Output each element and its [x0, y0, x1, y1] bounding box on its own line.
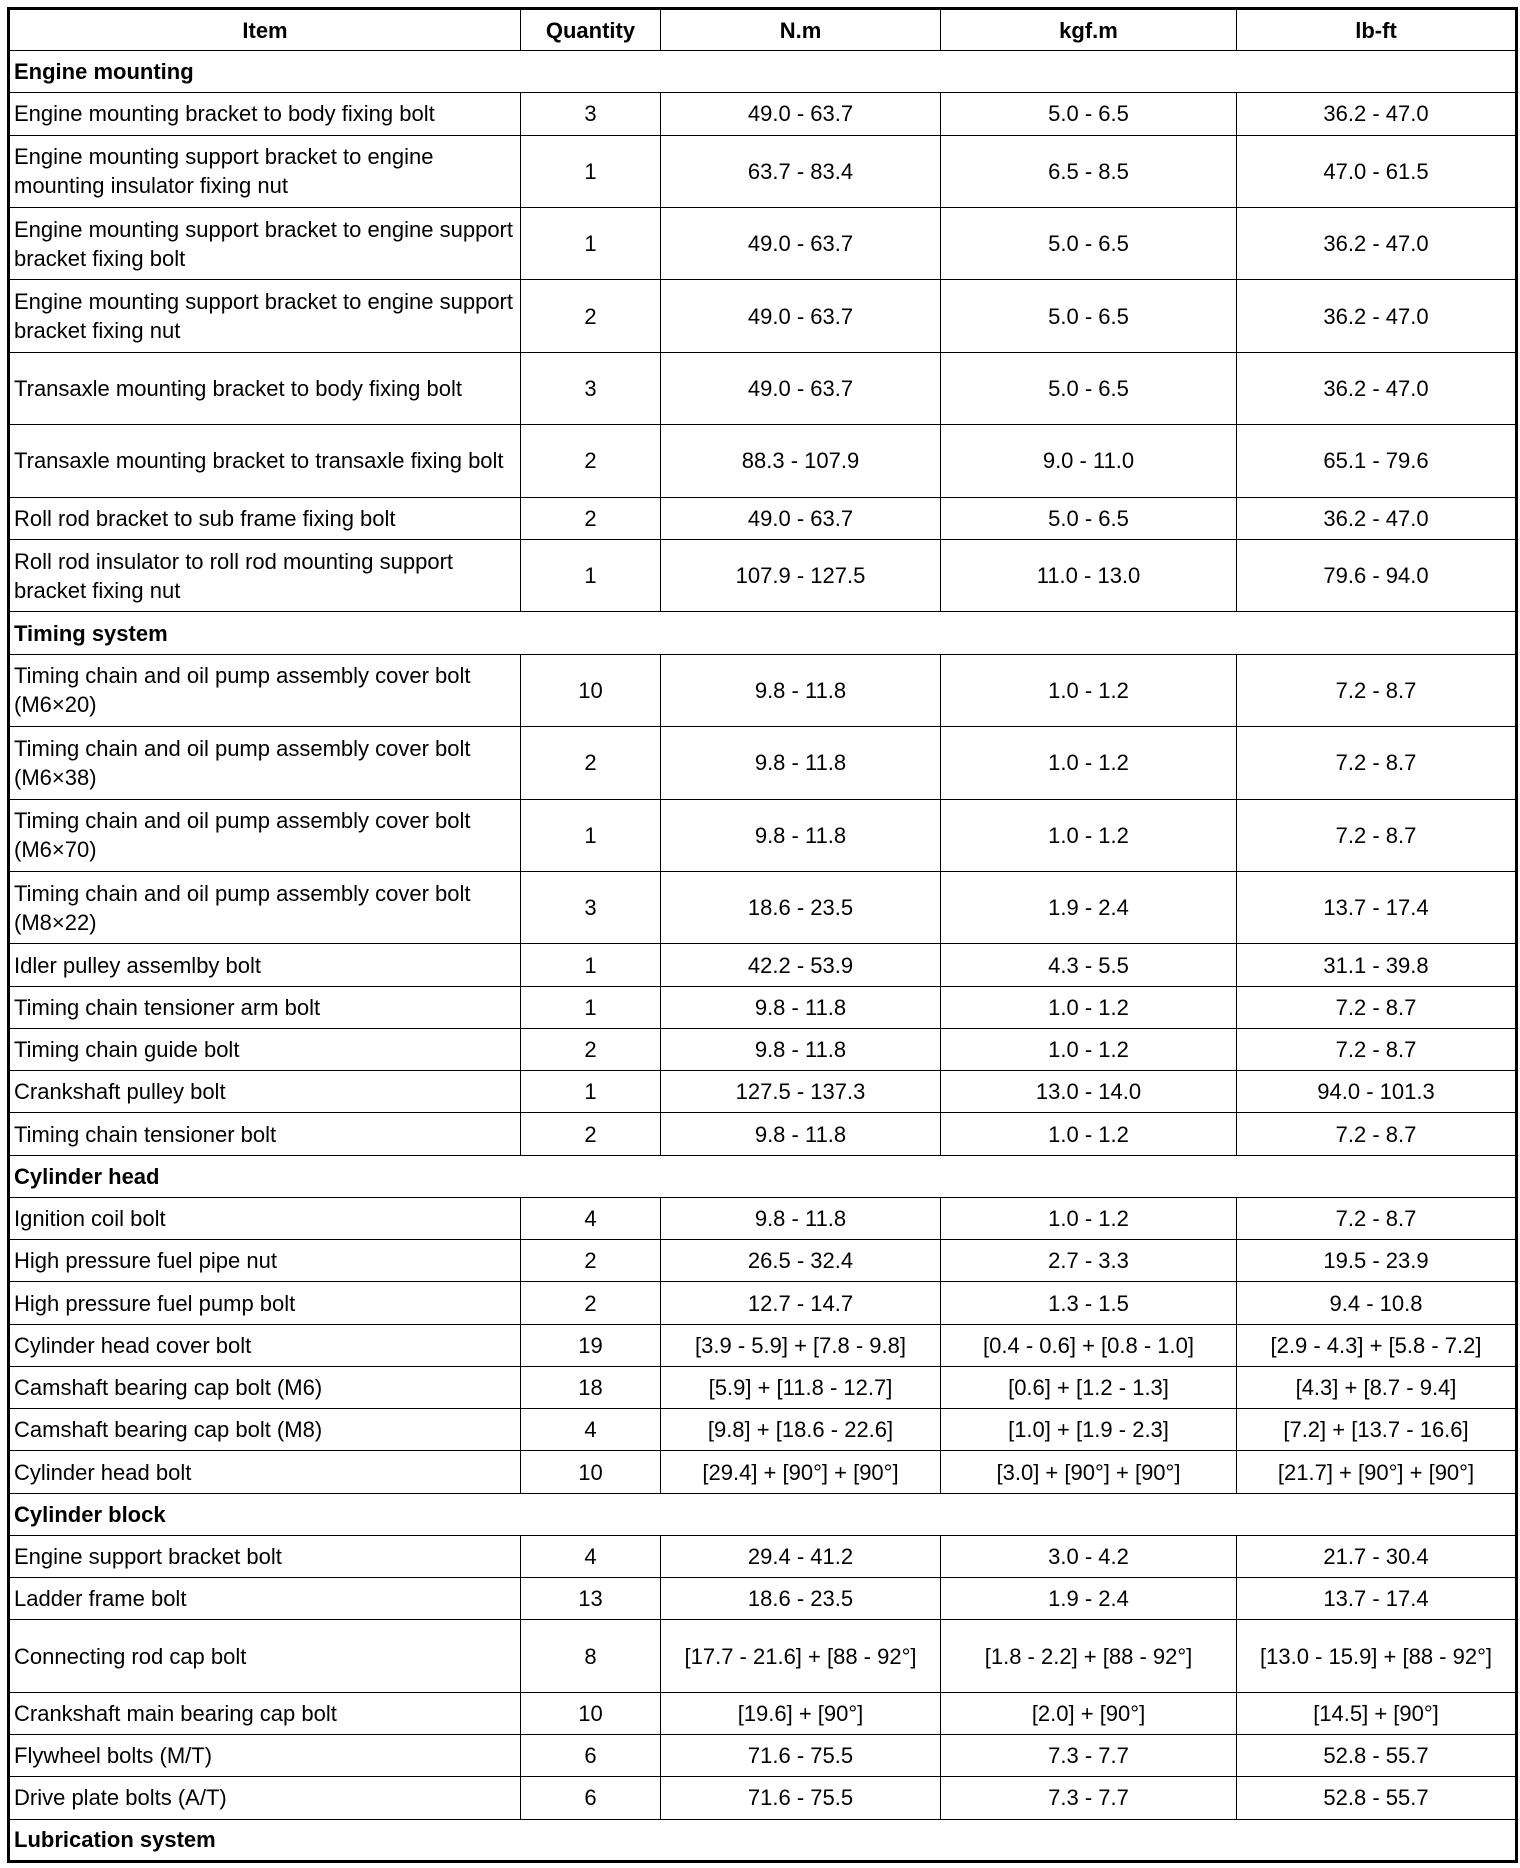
section-row — [9, 1819, 1517, 1861]
nm-cell: 26.5 - 32.4 — [661, 1240, 941, 1282]
header-kgfm: kgf.m — [941, 9, 1237, 51]
item-cell: Timing chain and oil pump assembly cover bolt (M8×22) — [9, 871, 521, 943]
item-cell: Engine mounting support bracket to engine support bracket fixing bolt — [9, 207, 521, 279]
kgfm-cell: 7.3 - 7.7 — [941, 1735, 1237, 1777]
table-row — [9, 207, 1517, 279]
quantity-cell: 2 — [521, 727, 661, 799]
section-title: Lubrication system — [9, 1819, 1517, 1861]
nm-cell: 63.7 - 83.4 — [661, 135, 941, 207]
kgfm-cell: [1.8 - 2.2] + [88 - 92°] — [941, 1620, 1237, 1692]
lbft-cell: 7.2 - 8.7 — [1237, 654, 1517, 726]
section-row — [9, 1493, 1517, 1535]
quantity-cell: 2 — [521, 1282, 661, 1324]
nm-cell: 49.0 - 63.7 — [661, 497, 941, 539]
kgfm-cell: 1.9 - 2.4 — [941, 1578, 1237, 1620]
item-cell: Cylinder head cover bolt — [9, 1324, 521, 1366]
nm-cell: 9.8 - 11.8 — [661, 654, 941, 726]
nm-cell: 127.5 - 137.3 — [661, 1071, 941, 1113]
item-cell: Transaxle mounting bracket to body fixing bolt — [9, 352, 521, 424]
quantity-cell: 3 — [521, 871, 661, 943]
kgfm-cell: 1.0 - 1.2 — [941, 654, 1237, 726]
lbft-cell: 52.8 - 55.7 — [1237, 1777, 1517, 1819]
table-row — [9, 1366, 1517, 1408]
lbft-cell: 7.2 - 8.7 — [1237, 1197, 1517, 1239]
nm-cell: 107.9 - 127.5 — [661, 539, 941, 611]
lbft-cell: 13.7 - 17.4 — [1237, 1578, 1517, 1620]
lbft-cell: 36.2 - 47.0 — [1237, 207, 1517, 279]
item-cell: Timing chain guide bolt — [9, 1028, 521, 1070]
nm-cell: 42.2 - 53.9 — [661, 944, 941, 986]
item-cell: Timing chain and oil pump assembly cover bolt (M6×20) — [9, 654, 521, 726]
kgfm-cell: 5.0 - 6.5 — [941, 352, 1237, 424]
kgfm-cell: 1.0 - 1.2 — [941, 1113, 1237, 1155]
nm-cell: [19.6] + [90°] — [661, 1692, 941, 1734]
item-cell: Flywheel bolts (M/T) — [9, 1735, 521, 1777]
table-row — [9, 1197, 1517, 1239]
table-row — [9, 1028, 1517, 1070]
kgfm-cell: 1.0 - 1.2 — [941, 799, 1237, 871]
nm-cell: 9.8 - 11.8 — [661, 727, 941, 799]
table-row — [9, 93, 1517, 135]
table-row — [9, 1692, 1517, 1734]
quantity-cell: 10 — [521, 654, 661, 726]
quantity-cell: 1 — [521, 944, 661, 986]
nm-cell: 12.7 - 14.7 — [661, 1282, 941, 1324]
item-cell: Engine support bracket bolt — [9, 1535, 521, 1577]
quantity-cell: 10 — [521, 1692, 661, 1734]
quantity-cell: 2 — [521, 425, 661, 497]
lbft-cell: 13.7 - 17.4 — [1237, 871, 1517, 943]
header-nm: N.m — [661, 9, 941, 51]
lbft-cell: [7.2] + [13.7 - 16.6] — [1237, 1409, 1517, 1451]
quantity-cell: 8 — [521, 1620, 661, 1692]
kgfm-cell: 1.0 - 1.2 — [941, 1197, 1237, 1239]
lbft-cell: 79.6 - 94.0 — [1237, 539, 1517, 611]
lbft-cell: 7.2 - 8.7 — [1237, 1113, 1517, 1155]
quantity-cell: 2 — [521, 1240, 661, 1282]
quantity-cell: 1 — [521, 1071, 661, 1113]
nm-cell: [29.4] + [90°] + [90°] — [661, 1451, 941, 1493]
quantity-cell: 6 — [521, 1777, 661, 1819]
item-cell: High pressure fuel pump bolt — [9, 1282, 521, 1324]
quantity-cell: 2 — [521, 497, 661, 539]
item-cell: Idler pulley assemlby bolt — [9, 944, 521, 986]
item-cell: Camshaft bearing cap bolt (M6) — [9, 1366, 521, 1408]
table-row — [9, 1777, 1517, 1819]
lbft-cell: 31.1 - 39.8 — [1237, 944, 1517, 986]
table-row — [9, 135, 1517, 207]
table-row — [9, 727, 1517, 799]
item-cell: Roll rod bracket to sub frame fixing bolt — [9, 497, 521, 539]
section-title: Cylinder block — [9, 1493, 1517, 1535]
section-title: Engine mounting — [9, 51, 1517, 93]
table-row — [9, 944, 1517, 986]
quantity-cell: 6 — [521, 1735, 661, 1777]
lbft-cell: 47.0 - 61.5 — [1237, 135, 1517, 207]
item-cell: Crankshaft main bearing cap bolt — [9, 1692, 521, 1734]
section-row — [9, 612, 1517, 654]
lbft-cell: [14.5] + [90°] — [1237, 1692, 1517, 1734]
torque-spec-table — [7, 7, 1518, 1863]
nm-cell: 49.0 - 63.7 — [661, 207, 941, 279]
table-row — [9, 1071, 1517, 1113]
lbft-cell: 21.7 - 30.4 — [1237, 1535, 1517, 1577]
kgfm-cell: 13.0 - 14.0 — [941, 1071, 1237, 1113]
quantity-cell: 13 — [521, 1578, 661, 1620]
quantity-cell: 2 — [521, 1028, 661, 1070]
table-row — [9, 1620, 1517, 1692]
table-row — [9, 1451, 1517, 1493]
lbft-cell: 65.1 - 79.6 — [1237, 425, 1517, 497]
table-row — [9, 1409, 1517, 1451]
lbft-cell: 7.2 - 8.7 — [1237, 986, 1517, 1028]
nm-cell: [3.9 - 5.9] + [7.8 - 9.8] — [661, 1324, 941, 1366]
kgfm-cell: 1.0 - 1.2 — [941, 1028, 1237, 1070]
quantity-cell: 1 — [521, 986, 661, 1028]
table-row — [9, 1113, 1517, 1155]
table-row — [9, 425, 1517, 497]
header-row — [9, 9, 1517, 51]
nm-cell: [9.8] + [18.6 - 22.6] — [661, 1409, 941, 1451]
quantity-cell: 4 — [521, 1409, 661, 1451]
table-row — [9, 352, 1517, 424]
item-cell: Engine mounting bracket to body fixing bolt — [9, 93, 521, 135]
nm-cell: 88.3 - 107.9 — [661, 425, 941, 497]
item-cell: Camshaft bearing cap bolt (M8) — [9, 1409, 521, 1451]
item-cell: Timing chain and oil pump assembly cover bolt (M6×70) — [9, 799, 521, 871]
lbft-cell: 36.2 - 47.0 — [1237, 352, 1517, 424]
lbft-cell: 19.5 - 23.9 — [1237, 1240, 1517, 1282]
table-row — [9, 539, 1517, 611]
table-row — [9, 497, 1517, 539]
section-title: Timing system — [9, 612, 1517, 654]
lbft-cell: 52.8 - 55.7 — [1237, 1735, 1517, 1777]
kgfm-cell: 7.3 - 7.7 — [941, 1777, 1237, 1819]
kgfm-cell: [3.0] + [90°] + [90°] — [941, 1451, 1237, 1493]
nm-cell: 49.0 - 63.7 — [661, 280, 941, 352]
nm-cell: 71.6 - 75.5 — [661, 1777, 941, 1819]
kgfm-cell: 1.3 - 1.5 — [941, 1282, 1237, 1324]
table-row — [9, 280, 1517, 352]
lbft-cell: 7.2 - 8.7 — [1237, 727, 1517, 799]
quantity-cell: 1 — [521, 207, 661, 279]
table-row — [9, 654, 1517, 726]
lbft-cell: 36.2 - 47.0 — [1237, 497, 1517, 539]
lbft-cell: [4.3] + [8.7 - 9.4] — [1237, 1366, 1517, 1408]
kgfm-cell: 9.0 - 11.0 — [941, 425, 1237, 497]
kgfm-cell: 5.0 - 6.5 — [941, 280, 1237, 352]
kgfm-cell: [2.0] + [90°] — [941, 1692, 1237, 1734]
quantity-cell: 1 — [521, 799, 661, 871]
table-row — [9, 1324, 1517, 1366]
lbft-cell: 36.2 - 47.0 — [1237, 93, 1517, 135]
item-cell: Timing chain and oil pump assembly cover bolt (M6×38) — [9, 727, 521, 799]
kgfm-cell: 4.3 - 5.5 — [941, 944, 1237, 986]
nm-cell: 18.6 - 23.5 — [661, 871, 941, 943]
quantity-cell: 2 — [521, 280, 661, 352]
nm-cell: 49.0 - 63.7 — [661, 352, 941, 424]
lbft-cell: [21.7] + [90°] + [90°] — [1237, 1451, 1517, 1493]
kgfm-cell: 3.0 - 4.2 — [941, 1535, 1237, 1577]
nm-cell: 18.6 - 23.5 — [661, 1578, 941, 1620]
quantity-cell: 1 — [521, 135, 661, 207]
item-cell: Timing chain tensioner arm bolt — [9, 986, 521, 1028]
nm-cell: [5.9] + [11.8 - 12.7] — [661, 1366, 941, 1408]
item-cell: Ignition coil bolt — [9, 1197, 521, 1239]
section-row — [9, 1155, 1517, 1197]
item-cell: Cylinder head bolt — [9, 1451, 521, 1493]
item-cell: High pressure fuel pipe nut — [9, 1240, 521, 1282]
lbft-cell: 94.0 - 101.3 — [1237, 1071, 1517, 1113]
lbft-cell: 36.2 - 47.0 — [1237, 280, 1517, 352]
quantity-cell: 10 — [521, 1451, 661, 1493]
kgfm-cell: 1.0 - 1.2 — [941, 727, 1237, 799]
item-cell: Drive plate bolts (A/T) — [9, 1777, 521, 1819]
quantity-cell: 18 — [521, 1366, 661, 1408]
header-quantity: Quantity — [521, 9, 661, 51]
table-row — [9, 799, 1517, 871]
nm-cell: 71.6 - 75.5 — [661, 1735, 941, 1777]
table-row — [9, 1578, 1517, 1620]
table-row — [9, 1282, 1517, 1324]
nm-cell: [17.7 - 21.6] + [88 - 92°] — [661, 1620, 941, 1692]
kgfm-cell: 6.5 - 8.5 — [941, 135, 1237, 207]
lbft-cell: [13.0 - 15.9] + [88 - 92°] — [1237, 1620, 1517, 1692]
lbft-cell: 7.2 - 8.7 — [1237, 1028, 1517, 1070]
header-item: Item — [9, 9, 521, 51]
item-cell: Crankshaft pulley bolt — [9, 1071, 521, 1113]
quantity-cell: 2 — [521, 1113, 661, 1155]
nm-cell: 9.8 - 11.8 — [661, 1113, 941, 1155]
kgfm-cell: [0.4 - 0.6] + [0.8 - 1.0] — [941, 1324, 1237, 1366]
table-row — [9, 871, 1517, 943]
lbft-cell: [2.9 - 4.3] + [5.8 - 7.2] — [1237, 1324, 1517, 1366]
kgfm-cell: [0.6] + [1.2 - 1.3] — [941, 1366, 1237, 1408]
item-cell: Roll rod insulator to roll rod mounting support bracket fixing nut — [9, 539, 521, 611]
item-cell: Engine mounting support bracket to engine support bracket fixing nut — [9, 280, 521, 352]
table-row — [9, 986, 1517, 1028]
lbft-cell: 9.4 - 10.8 — [1237, 1282, 1517, 1324]
kgfm-cell: 1.0 - 1.2 — [941, 986, 1237, 1028]
section-row — [9, 51, 1517, 93]
quantity-cell: 4 — [521, 1535, 661, 1577]
quantity-cell: 19 — [521, 1324, 661, 1366]
item-cell: Ladder frame bolt — [9, 1578, 521, 1620]
item-cell: Connecting rod cap bolt — [9, 1620, 521, 1692]
kgfm-cell: 2.7 - 3.3 — [941, 1240, 1237, 1282]
table-row — [9, 1240, 1517, 1282]
lbft-cell: 7.2 - 8.7 — [1237, 799, 1517, 871]
kgfm-cell: 5.0 - 6.5 — [941, 207, 1237, 279]
kgfm-cell: 5.0 - 6.5 — [941, 497, 1237, 539]
nm-cell: 9.8 - 11.8 — [661, 1197, 941, 1239]
quantity-cell: 3 — [521, 352, 661, 424]
kgfm-cell: 5.0 - 6.5 — [941, 93, 1237, 135]
quantity-cell: 1 — [521, 539, 661, 611]
table-row — [9, 1535, 1517, 1577]
item-cell: Engine mounting support bracket to engine mounting insulator fixing nut — [9, 135, 521, 207]
item-cell: Transaxle mounting bracket to transaxle fixing bolt — [9, 425, 521, 497]
quantity-cell: 4 — [521, 1197, 661, 1239]
section-title: Cylinder head — [9, 1155, 1517, 1197]
item-cell: Timing chain tensioner bolt — [9, 1113, 521, 1155]
kgfm-cell: [1.0] + [1.9 - 2.3] — [941, 1409, 1237, 1451]
nm-cell: 9.8 - 11.8 — [661, 799, 941, 871]
header-lbft: lb-ft — [1237, 9, 1517, 51]
table-row — [9, 1735, 1517, 1777]
nm-cell: 49.0 - 63.7 — [661, 93, 941, 135]
nm-cell: 9.8 - 11.8 — [661, 986, 941, 1028]
kgfm-cell: 1.9 - 2.4 — [941, 871, 1237, 943]
nm-cell: 29.4 - 41.2 — [661, 1535, 941, 1577]
quantity-cell: 3 — [521, 93, 661, 135]
nm-cell: 9.8 - 11.8 — [661, 1028, 941, 1070]
kgfm-cell: 11.0 - 13.0 — [941, 539, 1237, 611]
